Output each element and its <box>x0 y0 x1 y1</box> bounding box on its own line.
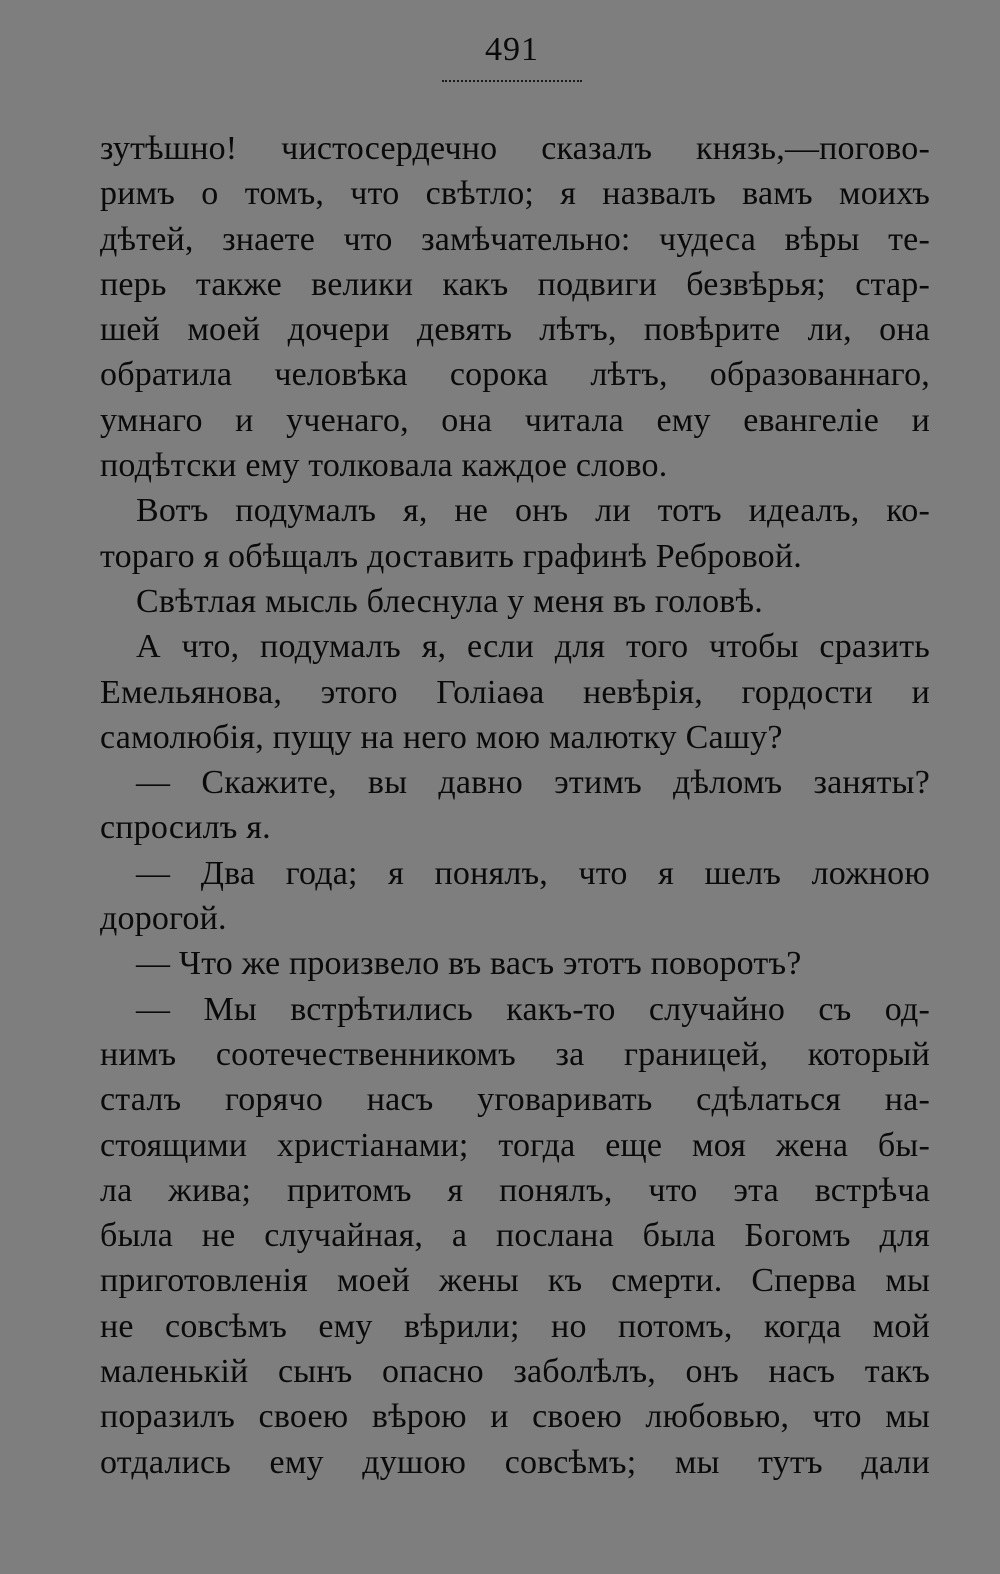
header-rule <box>442 80 582 82</box>
text-line: — Что же произвело въ васъ этотъ поворотъ? <box>136 945 802 983</box>
text-line: отдались ему душою совсѣмъ; мы тутъ дали <box>100 1443 930 1481</box>
text-line: — Мы встрѣтились какъ-то случайно съ од- <box>136 990 930 1028</box>
text-line: поразилъ своею вѣрою и своею любовью, что мы <box>100 1398 930 1436</box>
text-line: тораго я обѣщалъ доставить графинѣ Ребровой. <box>100 537 802 575</box>
text-line: нимъ соотечественникомъ за границей, который <box>100 1035 930 1073</box>
text-line: римъ о томъ, что свѣтло; я назвалъ вамъ моихъ <box>100 175 930 213</box>
text-line: шей моей дочери девять лѣтъ, повѣрите ли, она <box>100 311 930 349</box>
text-line: ла жива; притомъ я понялъ, что эта встрѣча <box>100 1171 930 1209</box>
text-line: Свѣтлая мысль блеснула у меня въ головѣ. <box>136 582 763 620</box>
text-line: подѣтски ему толковала каждое слово. <box>100 447 668 485</box>
text-line: Емельянова, этого Голіаѳа невѣрія, гордости и <box>100 673 930 711</box>
text-line: самолюбія, пущу на него мою малютку Сашу? <box>100 718 783 756</box>
text-line: дѣтей, знаете что замѣчательно: чудеса вѣры те- <box>100 220 930 258</box>
text-line: — Два года; я понялъ, что я шелъ ложною <box>136 854 930 892</box>
text-line: обратила человѣка сорока лѣтъ, образованнаго, <box>100 356 930 394</box>
text-line: сталъ горячо насъ уговаривать сдѣлаться на- <box>100 1081 930 1119</box>
text-line: — Скажите, вы давно этимъ дѣломъ заняты? <box>136 764 930 802</box>
text-line: не совсѣмъ ему вѣрили; но потомъ, когда мой <box>100 1307 930 1345</box>
text-line: умнаго и ученаго, она читала ему евангеліе и <box>100 401 930 439</box>
text-line: дорогой. <box>100 900 227 938</box>
text-line: А что, подумалъ я, если для того чтобы сразить <box>136 628 930 666</box>
text-line: зутѣшно! чистосердечно сказалъ князь,—погово- <box>100 130 930 167</box>
page-number: 491 <box>485 31 539 68</box>
text-line: была не случайная, а послана была Богомъ для <box>100 1217 930 1255</box>
text-line: Вотъ подумалъ я, не онъ ли тотъ идеалъ, ко- <box>136 492 930 530</box>
text-line: стоящими христіанами; тогда еще моя жена бы- <box>100 1126 930 1164</box>
text-line: перь также велики какъ подвиги безвѣрья; стар- <box>100 265 930 303</box>
text-line: приготовленія моей жены къ смерти. Сперва мы <box>100 1262 930 1300</box>
text-line: маленькій сынъ опасно заболѣлъ, онъ насъ такъ <box>100 1353 930 1391</box>
text-line: спросилъ я. <box>100 809 271 847</box>
body-text <box>100 126 930 1485</box>
